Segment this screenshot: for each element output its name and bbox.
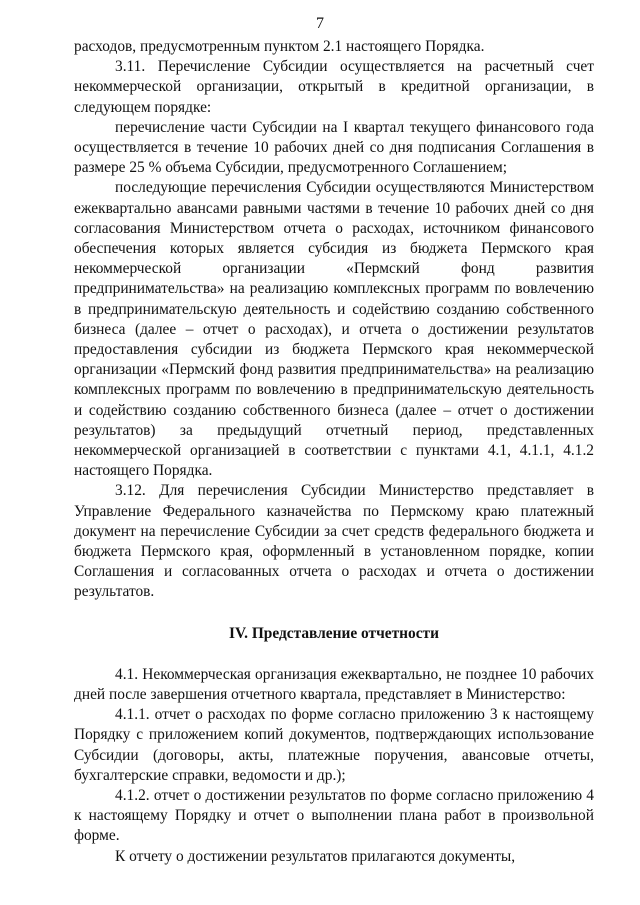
paragraph-subsequent-transfers: последующие перечисления Субсидии осуществляются Министерством ежеквартально авансами равными частями в течение 10 рабочих дней со дня согласования Министерством отчета о расходах, источником финансового обеспечения которых является субсидия из бюджета Пермского края некоммерческой организации «Пермский фонд развития предпринимательства» на реализацию комплексных программ по вовлечению в предпринимательскую деятельность и содействию созданию собственного бизнеса (далее – отчет о расходах), и отчета о достижении результатов предоставления субсидии из бюджета Пермского края некоммерческой организации «Пермский фонд развития предпринимательства» на реализацию комплексных программ по вовлечению в предпринимательскую деятельность и содействию созданию собственного бизнеса (далее – отчет о достижении результатов) за предыдущий отчетный период, представленных некоммерческой организацией в соответствии с пунктами 4.1, 4.1.1, 4.1.2 настоящего Порядка. xyxy=(74,179,594,480)
paragraph-4-1-1: 4.1.1. отчет о расходах по форме согласно приложению 3 к настоящему Порядку с приложением копий документов, подтверждающих использование Субсидии (договоры, акты, платежные поручения, авансовые отчеты, бухгалтерские справки, ведомости и др.); xyxy=(74,706,594,784)
paragraph-3-12: 3.12. Для перечисления Субсидии Министерство представляет в Управление Федерального казначейства по Пермскому краю платежный документ на перечисление Субсидии за счет средств федерального бюджета и бюджета Пермского края, оформленный в установленном порядке, копии Соглашения и согласованных отчета о расходах и отчета о достижении результатов. xyxy=(74,482,594,601)
paragraph-3-11: 3.11. Перечисление Субсидии осуществляется на расчетный счет некоммерческой организации, открытый в кредитной организации, в следующем порядке: xyxy=(74,58,594,116)
paragraph-continuation: расходов, предусмотренным пунктом 2.1 настоящего Порядка. xyxy=(74,38,485,55)
paragraph-first-transfer: перечисление части Субсидии на I квартал текущего финансового года осуществляется в течение 10 рабочих дней со дня подписания Соглашения в размере 25 % объема Субсидии, предусмотренного Соглашением; xyxy=(74,118,594,177)
paragraph-4-1-2: 4.1.2. отчет о достижении результатов по форме согласно приложению 4 к настоящему Порядку и отчет о выполнении плана работ в произвольной форме. xyxy=(74,786,594,845)
page-number: 7 xyxy=(316,15,324,32)
section-heading: IV. Представление отчетности xyxy=(229,624,439,642)
document-body xyxy=(74,37,594,867)
paragraph-attachments: К отчету о достижении результатов прилагаются документы, xyxy=(115,847,516,865)
paragraph-4-1: 4.1. Некоммерческая организация ежеквартально, не позднее 10 рабочих дней после завершения отчетного квартала, представляет в Министерство: xyxy=(74,665,594,703)
